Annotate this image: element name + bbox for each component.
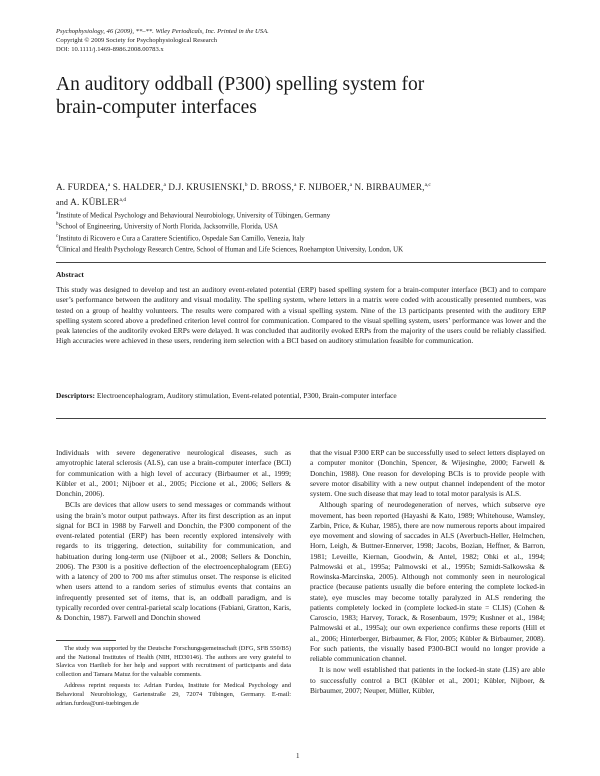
author-affil-mark: a (349, 182, 353, 188)
body-paragraph: Although sparing of neurodegeneration of nerves, which subserve eye movement, has been reported (Hayashi & Kato, 1989; Whitehouse, Wamsley, Zarbin, Price, & Kuhar, 1985), there are now numerous reports about impaired eye movement and slowing of saccades in ALS (Averbuch-Heller, Helmchen, Horn, Leigh, & Buttner-Ennerver, 1998; Jacobs, Bozian, Heffner, & Barron, 1981; Leveille, Kiernan, Goodwin, & Antel, 1982; Ohki et al., 1994; Palmowski et al., 1995a; Palmowski et al., 1995b; Szmidt-Salkowska & Rowinska-Marcinska, 2005). Although not commonly seen in neurological practice (because patients usually die before entering the complete locked-in state), eye muscles may become totally paralyzed in ALS rendering the patients completely locked in (complete locked-in state = CLIS) (Cohen & Caroscio, 1983; Harvey, Torack, & Rosenbaum, 1979; Kushner et al., 1984; Palmowski et al., 1995a); our own experience confirms these reports (Hill et al., 2006; Hinterberger, Birbaumer, & Flor, 2005; Kübler & Birbaumer, 2008). For such patients, the visually based P300-BCI would no longer provide a reliable communication channel. (310, 500, 545, 663)
author-list (56, 179, 556, 209)
paper-title (56, 73, 546, 119)
author-affil-mark: a (107, 182, 111, 188)
title-line-2: brain-computer interfaces (56, 97, 257, 118)
author-name: D. BROSS, (249, 182, 294, 193)
author-affil-mark: a,d (119, 196, 127, 203)
body-paragraph: BCIs are devices that allow users to send messages or commands without using the brain’s motor output pathways. After its first description as an input signal for BCI in 1988 by Farwell and Donchin, the P300 component of the event-related potential (ERP) has been recently explored intensively with regards to its triggering, detection, suitability for communication, and habituation during long-term use (Nijboer et al., 2008; Sellers & Donchin, 2006). The P300 is a positive deflection of the electroencephalogram (EEG) with a latency of 200 to 700 ms after stimulus onset. The response is elicited when users attend to a random series of stimulus events that contains an infrequently presented set of items, that is, an oddball paradigm, and is typically recorded over central-parietal scalp locations (Fabiani, Gratton, Karis, & Donchin, 1987). Farwell and Donchin showed (56, 500, 291, 622)
affiliation-list (56, 209, 556, 254)
descriptors-label: Descriptors: (56, 391, 95, 400)
author-name: A. KÜBLER (70, 196, 120, 207)
running-header (56, 27, 269, 55)
copyright-line: Copyright © 2009 Society for Psychophysiological Research (56, 37, 218, 45)
footnotes (56, 645, 291, 711)
author-name: F. NIJBOER, (298, 182, 350, 193)
body-paragraph: Individuals with severe degenerative neurological diseases, such as amyotrophic lateral sclerosis (ALS), can use a brain-computer interface (BCI) for communication with a high level of accuracy (Birbaumer et al., 1999; Kübler et al., 2001; Nijboer et al., 2005; Piccione et al., 2006; Sellers & Donchin, 2006). (56, 448, 291, 498)
author-name: D.J. KRUSIENSKI, (168, 182, 245, 193)
body-paragraph: that the visual P300 ERP can be successfully used to select letters displayed on a computer monitor (Donchin, Spencer, & Wijesinghe, 2000; Farwell & Donchin, 1988). One reason for developing BCIs is to provide people with severe motor disability with a new output channel independent of the motor system. One such disease that may lead to total motor paralysis is ALS. (310, 448, 545, 498)
affiliation: $^b$School of Engineering, University of North Florida, Jacksonville, Florida, USA (56, 222, 279, 231)
body-paragraph: It is now well established that patients in the locked-in state (LIS) are able to successfully control a BCI (Kübler et al., 2001; Kübler, Nijboer, & Birbaumer, 2007; Neuper, Müller, Kübler, (310, 665, 545, 695)
body-column-right (310, 448, 545, 738)
footnote-address: Address reprint requests to: Adrian Furdea, Institute for Medical Psychology and Behavioral Neurobiology, Gartenstraße 29, 72074 Tübingen, Germany. E-mail: adrian.furdea@uni-tuebingen.de (56, 682, 291, 707)
doi-line: DOI: 10.1111/j.1469-8986.2008.00783.x (56, 46, 164, 54)
title-line-1: An auditory oddball (P300) spelling system for (56, 74, 425, 95)
abstract-bottom-rule (56, 418, 546, 419)
author-affil-mark: b (244, 182, 248, 188)
abstract-heading: Abstract (56, 270, 84, 279)
descriptors-text: Electroencephalogram, Auditory stimulation, Event-related potential, P300, Brain-computer interface (95, 391, 397, 400)
affiliation: $^a$Institute of Medical Psychology and Behavioural Neurobiology, University of Tübingen, Germany (56, 211, 331, 220)
footnote-funding: The study was supported by the Deutsche Forschungsgemeinschaft (DFG, SFB 550/B5) and the National Institutes of Health (NIH, HD30146). The authors are very grateful to Slavica von Hartlieb for her help and support with recruitment of participants and data collection and Tamara Matuz for the valuable comments. (56, 645, 291, 678)
author-affil-mark: a (293, 182, 297, 188)
author-name: A. FURDEA, (56, 182, 108, 193)
abstract-text: This study was designed to develop and test an auditory event-related potential (ERP) based spelling system for a brain-computer interface (BCI) and to compare user’s performance between the auditory and visual modality. The spelling system, where letters in a matrix were coded with acoustically presented numbers, was tested on a group of healthy volunteers. The results were compared with a visual spelling system. Nine of the 13 participants presented with the auditory ERP spelling system scored above a predefined criterion level control for communication. Compared to the visual spelling system, users’ performance was lower and the peak latencies of the auditorily evoked ERPs were delayed. It was concluded that auditorily evoked ERPs from the majority of the users could be reliably classified. High accuracies were achieved in these users, rendering item selection with a BCI based on auditory stimulation feasible for communication. (56, 285, 546, 346)
footnote-rule (56, 640, 116, 641)
author-line-1 (56, 179, 556, 194)
affiliation: $^c$Instituto di Ricovero e Cura a Carattere Scientifico, Ospedale San Camillo, Venezia, Italy (56, 233, 305, 242)
author-conjunction: and (56, 197, 71, 207)
journal-line: Psychophysiology, 46 (2009), **–**. Wiley Periodicals, Inc. Printed in the USA. (56, 28, 269, 35)
affiliation: $^d$Clinical and Health Psychology Research Centre, School of Human and Life Sciences, Roehampton University, London, UK (56, 244, 404, 254)
author-line-2 (56, 194, 556, 210)
page-number: 1 (296, 752, 300, 760)
author-affil-mark: a (163, 182, 166, 188)
descriptors (56, 391, 546, 401)
author-name: S. HALDER, (112, 182, 164, 193)
author-name: N. BIRBAUMER, (354, 182, 425, 193)
abstract-top-rule (56, 262, 546, 263)
body-column-left (56, 448, 291, 622)
author-affil-mark: a,c (424, 182, 431, 188)
